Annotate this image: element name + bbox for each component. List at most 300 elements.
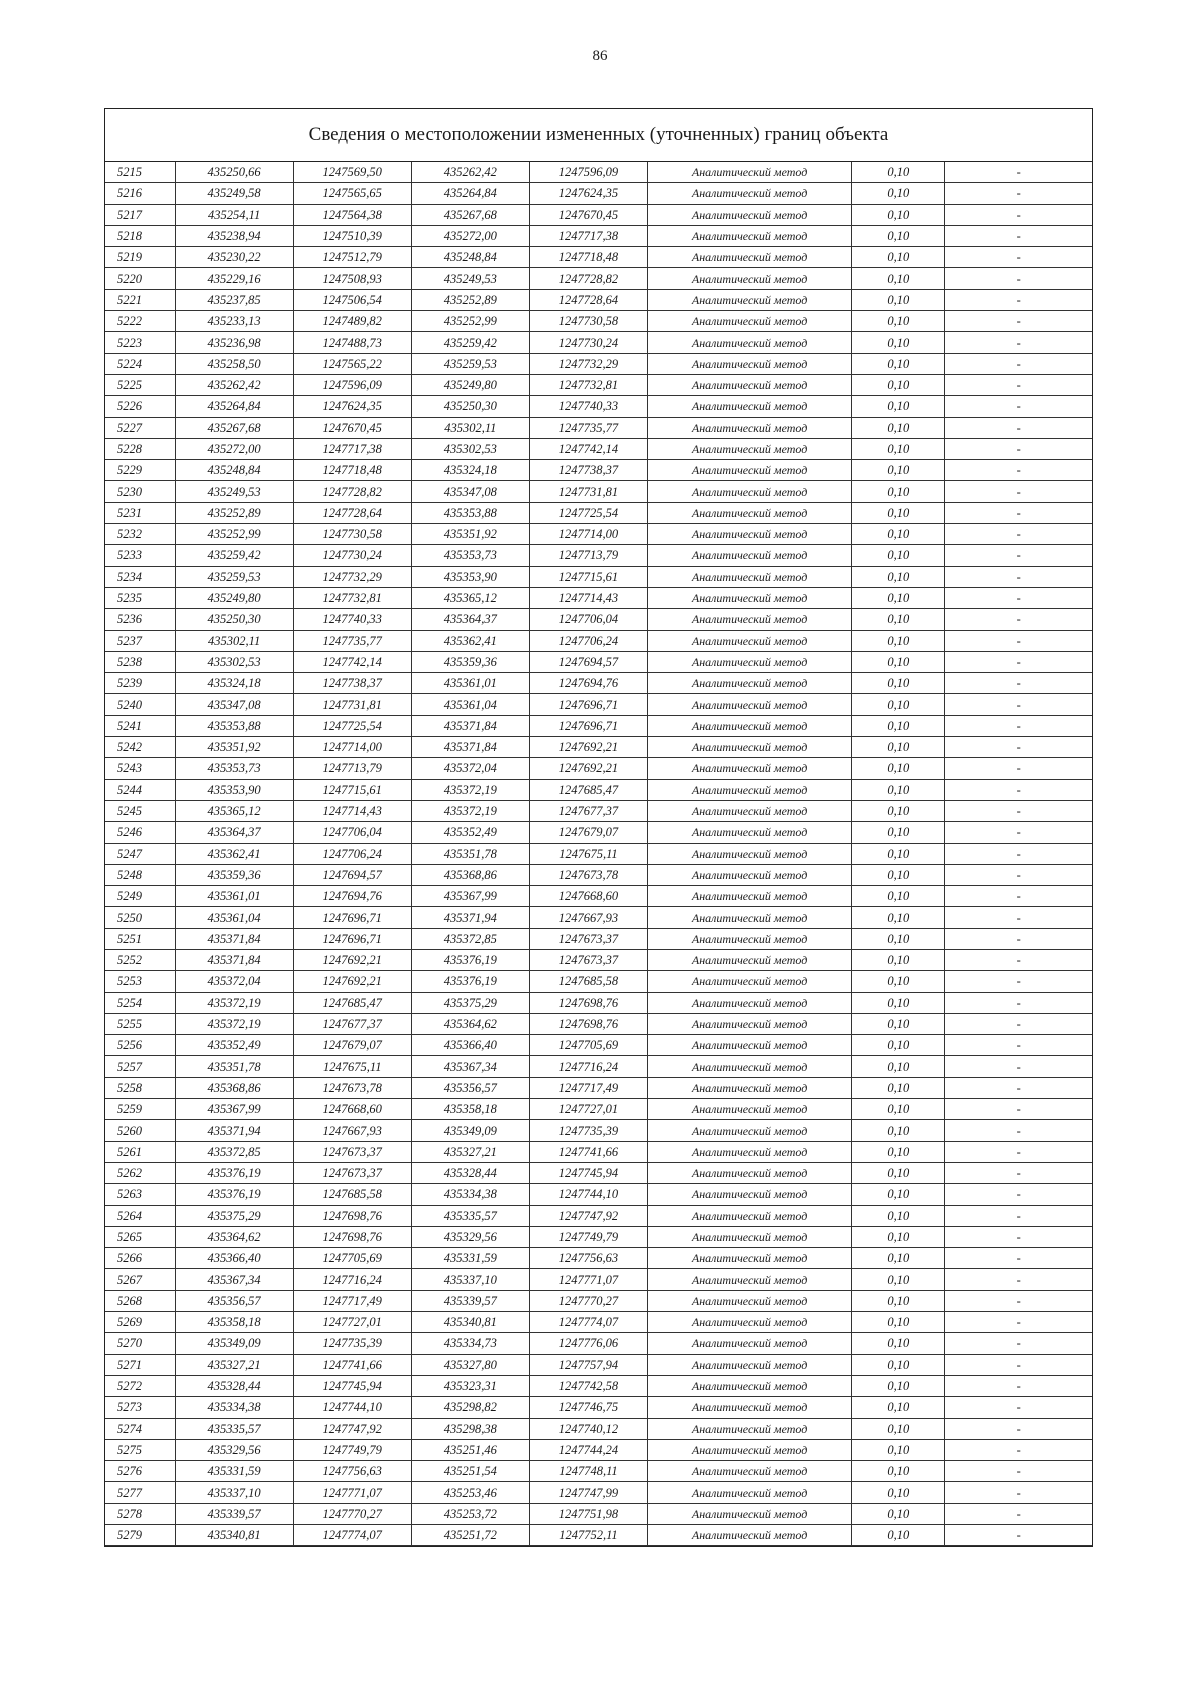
y-new-cell: 1247667,93 — [529, 907, 647, 928]
accuracy-cell: 0,10 — [852, 1120, 945, 1141]
method-cell: Аналитический метод — [648, 694, 852, 715]
point-number-cell: 5228 — [105, 438, 175, 459]
x-new-cell: 435331,59 — [411, 1248, 529, 1269]
x-old-cell: 435267,68 — [175, 417, 293, 438]
point-number-cell: 5269 — [105, 1312, 175, 1333]
table-row — [105, 694, 1092, 715]
table-row — [105, 332, 1092, 353]
method-cell: Аналитический метод — [648, 1269, 852, 1290]
x-old-cell: 435371,84 — [175, 949, 293, 970]
point-number-cell: 5238 — [105, 651, 175, 672]
y-old-cell: 1247727,01 — [293, 1312, 411, 1333]
point-number-cell: 5226 — [105, 396, 175, 417]
table-row — [105, 183, 1092, 204]
x-new-cell: 435372,19 — [411, 800, 529, 821]
point-number-cell: 5222 — [105, 311, 175, 332]
y-old-cell: 1247489,82 — [293, 311, 411, 332]
y-new-cell: 1247717,49 — [529, 1077, 647, 1098]
description-cell: - — [945, 1205, 1092, 1226]
table-row — [105, 779, 1092, 800]
x-new-cell: 435334,73 — [411, 1333, 529, 1354]
x-new-cell: 435298,38 — [411, 1418, 529, 1439]
point-number-cell: 5245 — [105, 800, 175, 821]
y-new-cell: 1247714,43 — [529, 587, 647, 608]
x-old-cell: 435361,01 — [175, 886, 293, 907]
method-cell: Аналитический метод — [648, 1290, 852, 1311]
y-old-cell: 1247488,73 — [293, 332, 411, 353]
table-row — [105, 289, 1092, 310]
method-cell: Аналитический метод — [648, 715, 852, 736]
accuracy-cell: 0,10 — [852, 225, 945, 246]
y-old-cell: 1247735,77 — [293, 630, 411, 651]
table-row — [105, 992, 1092, 1013]
x-new-cell: 435337,10 — [411, 1269, 529, 1290]
point-number-cell: 5224 — [105, 353, 175, 374]
method-cell: Аналитический метод — [648, 609, 852, 630]
y-new-cell: 1247731,81 — [529, 481, 647, 502]
table-row — [105, 1184, 1092, 1205]
x-old-cell: 435237,85 — [175, 289, 293, 310]
point-number-cell: 5273 — [105, 1397, 175, 1418]
point-number-cell: 5271 — [105, 1354, 175, 1375]
accuracy-cell: 0,10 — [852, 1099, 945, 1120]
method-cell: Аналитический метод — [648, 630, 852, 651]
y-old-cell: 1247679,07 — [293, 1035, 411, 1056]
description-cell: - — [945, 737, 1092, 758]
accuracy-cell: 0,10 — [852, 1184, 945, 1205]
x-new-cell: 435259,53 — [411, 353, 529, 374]
point-number-cell: 5236 — [105, 609, 175, 630]
y-new-cell: 1247675,11 — [529, 843, 647, 864]
x-old-cell: 435368,86 — [175, 1077, 293, 1098]
table-row — [105, 353, 1092, 374]
y-new-cell: 1247747,99 — [529, 1482, 647, 1503]
x-old-cell: 435376,19 — [175, 1162, 293, 1183]
method-cell: Аналитический метод — [648, 460, 852, 481]
y-new-cell: 1247746,75 — [529, 1397, 647, 1418]
x-old-cell: 435340,81 — [175, 1525, 293, 1546]
x-new-cell: 435367,99 — [411, 886, 529, 907]
x-new-cell: 435334,38 — [411, 1184, 529, 1205]
point-number-cell: 5258 — [105, 1077, 175, 1098]
method-cell: Аналитический метод — [648, 268, 852, 289]
y-old-cell: 1247698,76 — [293, 1205, 411, 1226]
x-new-cell: 435372,19 — [411, 779, 529, 800]
method-cell: Аналитический метод — [648, 1482, 852, 1503]
x-old-cell: 435367,34 — [175, 1269, 293, 1290]
y-new-cell: 1247744,10 — [529, 1184, 647, 1205]
description-cell: - — [945, 1184, 1092, 1205]
y-new-cell: 1247706,04 — [529, 609, 647, 630]
description-cell: - — [945, 800, 1092, 821]
method-cell: Аналитический метод — [648, 311, 852, 332]
point-number-cell: 5268 — [105, 1290, 175, 1311]
x-new-cell: 435267,68 — [411, 204, 529, 225]
y-old-cell: 1247673,78 — [293, 1077, 411, 1098]
x-new-cell: 435349,09 — [411, 1120, 529, 1141]
description-cell: - — [945, 1418, 1092, 1439]
description-cell: - — [945, 1482, 1092, 1503]
description-cell: - — [945, 1269, 1092, 1290]
y-old-cell: 1247716,24 — [293, 1269, 411, 1290]
method-cell: Аналитический метод — [648, 822, 852, 843]
method-cell: Аналитический метод — [648, 481, 852, 502]
x-old-cell: 435264,84 — [175, 396, 293, 417]
y-old-cell: 1247569,50 — [293, 162, 411, 183]
point-number-cell: 5244 — [105, 779, 175, 800]
y-old-cell: 1247675,11 — [293, 1056, 411, 1077]
point-number-cell: 5220 — [105, 268, 175, 289]
description-cell: - — [945, 396, 1092, 417]
accuracy-cell: 0,10 — [852, 1439, 945, 1460]
method-cell: Аналитический метод — [648, 1461, 852, 1482]
coordinates-table — [105, 162, 1092, 1546]
y-old-cell: 1247771,07 — [293, 1482, 411, 1503]
point-number-cell: 5254 — [105, 992, 175, 1013]
x-new-cell: 435328,44 — [411, 1162, 529, 1183]
y-old-cell: 1247685,58 — [293, 1184, 411, 1205]
accuracy-cell: 0,10 — [852, 694, 945, 715]
y-old-cell: 1247774,07 — [293, 1525, 411, 1546]
table-row — [105, 374, 1092, 395]
y-old-cell: 1247730,58 — [293, 524, 411, 545]
point-number-cell: 5231 — [105, 502, 175, 523]
y-new-cell: 1247673,78 — [529, 864, 647, 885]
method-cell: Аналитический метод — [648, 1035, 852, 1056]
y-old-cell: 1247735,39 — [293, 1333, 411, 1354]
y-new-cell: 1247727,01 — [529, 1099, 647, 1120]
table-row — [105, 545, 1092, 566]
method-cell: Аналитический метод — [648, 1184, 852, 1205]
x-old-cell: 435302,11 — [175, 630, 293, 651]
x-old-cell: 435367,99 — [175, 1099, 293, 1120]
accuracy-cell: 0,10 — [852, 1162, 945, 1183]
description-cell: - — [945, 673, 1092, 694]
x-new-cell: 435329,56 — [411, 1226, 529, 1247]
y-new-cell: 1247752,11 — [529, 1525, 647, 1546]
table-row — [105, 162, 1092, 183]
method-cell: Аналитический метод — [648, 587, 852, 608]
accuracy-cell: 0,10 — [852, 949, 945, 970]
method-cell: Аналитический метод — [648, 928, 852, 949]
y-old-cell: 1247667,93 — [293, 1120, 411, 1141]
accuracy-cell: 0,10 — [852, 566, 945, 587]
point-number-cell: 5215 — [105, 162, 175, 183]
method-cell: Аналитический метод — [648, 332, 852, 353]
x-new-cell: 435371,94 — [411, 907, 529, 928]
method-cell: Аналитический метод — [648, 886, 852, 907]
description-cell: - — [945, 949, 1092, 970]
point-number-cell: 5264 — [105, 1205, 175, 1226]
x-old-cell: 435259,42 — [175, 545, 293, 566]
accuracy-cell: 0,10 — [852, 268, 945, 289]
x-old-cell: 435262,42 — [175, 374, 293, 395]
x-old-cell: 435250,66 — [175, 162, 293, 183]
y-new-cell: 1247673,37 — [529, 928, 647, 949]
point-number-cell: 5240 — [105, 694, 175, 715]
method-cell: Аналитический метод — [648, 225, 852, 246]
accuracy-cell: 0,10 — [852, 311, 945, 332]
x-new-cell: 435340,81 — [411, 1312, 529, 1333]
accuracy-cell: 0,10 — [852, 886, 945, 907]
accuracy-cell: 0,10 — [852, 374, 945, 395]
table-row — [105, 268, 1092, 289]
table-row — [105, 1141, 1092, 1162]
method-cell: Аналитический метод — [648, 800, 852, 821]
y-old-cell: 1247692,21 — [293, 949, 411, 970]
x-old-cell: 435229,16 — [175, 268, 293, 289]
point-number-cell: 5270 — [105, 1333, 175, 1354]
y-old-cell: 1247692,21 — [293, 971, 411, 992]
point-number-cell: 5239 — [105, 673, 175, 694]
accuracy-cell: 0,10 — [852, 289, 945, 310]
y-old-cell: 1247705,69 — [293, 1248, 411, 1269]
y-old-cell: 1247747,92 — [293, 1418, 411, 1439]
x-new-cell: 435250,30 — [411, 396, 529, 417]
description-cell: - — [945, 1333, 1092, 1354]
y-old-cell: 1247717,38 — [293, 438, 411, 459]
point-number-cell: 5216 — [105, 183, 175, 204]
y-old-cell: 1247677,37 — [293, 1013, 411, 1034]
x-old-cell: 435258,50 — [175, 353, 293, 374]
x-old-cell: 435372,19 — [175, 992, 293, 1013]
description-cell: - — [945, 1354, 1092, 1375]
table-row — [105, 1269, 1092, 1290]
y-new-cell: 1247696,71 — [529, 694, 647, 715]
y-new-cell: 1247718,48 — [529, 247, 647, 268]
accuracy-cell: 0,10 — [852, 1290, 945, 1311]
x-new-cell: 435353,88 — [411, 502, 529, 523]
accuracy-cell: 0,10 — [852, 1397, 945, 1418]
x-new-cell: 435327,21 — [411, 1141, 529, 1162]
y-old-cell: 1247670,45 — [293, 417, 411, 438]
y-new-cell: 1247757,94 — [529, 1354, 647, 1375]
table-row — [105, 587, 1092, 608]
x-new-cell: 435251,54 — [411, 1461, 529, 1482]
x-old-cell: 435372,04 — [175, 971, 293, 992]
method-cell: Аналитический метод — [648, 779, 852, 800]
description-cell: - — [945, 758, 1092, 779]
method-cell: Аналитический метод — [648, 1248, 852, 1269]
accuracy-cell: 0,10 — [852, 183, 945, 204]
point-number-cell: 5278 — [105, 1503, 175, 1524]
x-new-cell: 435371,84 — [411, 737, 529, 758]
point-number-cell: 5272 — [105, 1375, 175, 1396]
accuracy-cell: 0,10 — [852, 162, 945, 183]
x-old-cell: 435327,21 — [175, 1354, 293, 1375]
table-row — [105, 1162, 1092, 1183]
y-old-cell: 1247738,37 — [293, 673, 411, 694]
method-cell: Аналитический метод — [648, 1439, 852, 1460]
point-number-cell: 5251 — [105, 928, 175, 949]
x-old-cell: 435365,12 — [175, 800, 293, 821]
point-number-cell: 5276 — [105, 1461, 175, 1482]
accuracy-cell: 0,10 — [852, 1226, 945, 1247]
x-old-cell: 435353,73 — [175, 758, 293, 779]
y-new-cell: 1247714,00 — [529, 524, 647, 545]
point-number-cell: 5246 — [105, 822, 175, 843]
description-cell: - — [945, 1077, 1092, 1098]
table-row — [105, 481, 1092, 502]
accuracy-cell: 0,10 — [852, 438, 945, 459]
description-cell: - — [945, 1013, 1092, 1034]
accuracy-cell: 0,10 — [852, 630, 945, 651]
y-old-cell: 1247696,71 — [293, 907, 411, 928]
y-new-cell: 1247742,14 — [529, 438, 647, 459]
y-new-cell: 1247770,27 — [529, 1290, 647, 1311]
y-old-cell: 1247732,81 — [293, 587, 411, 608]
y-old-cell: 1247725,54 — [293, 715, 411, 736]
point-number-cell: 5259 — [105, 1099, 175, 1120]
accuracy-cell: 0,10 — [852, 673, 945, 694]
x-new-cell: 435368,86 — [411, 864, 529, 885]
description-cell: - — [945, 1056, 1092, 1077]
description-cell: - — [945, 587, 1092, 608]
accuracy-cell: 0,10 — [852, 481, 945, 502]
y-new-cell: 1247748,11 — [529, 1461, 647, 1482]
description-cell: - — [945, 247, 1092, 268]
method-cell: Аналитический метод — [648, 1162, 852, 1183]
method-cell: Аналитический метод — [648, 1141, 852, 1162]
description-cell: - — [945, 886, 1092, 907]
table-row — [105, 460, 1092, 481]
y-old-cell: 1247715,61 — [293, 779, 411, 800]
description-cell: - — [945, 1312, 1092, 1333]
point-number-cell: 5225 — [105, 374, 175, 395]
table-row — [105, 1375, 1092, 1396]
accuracy-cell: 0,10 — [852, 800, 945, 821]
accuracy-cell: 0,10 — [852, 1269, 945, 1290]
point-number-cell: 5252 — [105, 949, 175, 970]
description-cell: - — [945, 374, 1092, 395]
x-old-cell: 435352,49 — [175, 1035, 293, 1056]
accuracy-cell: 0,10 — [852, 737, 945, 758]
table-row — [105, 1503, 1092, 1524]
description-cell: - — [945, 1290, 1092, 1311]
accuracy-cell: 0,10 — [852, 1461, 945, 1482]
x-old-cell: 435371,94 — [175, 1120, 293, 1141]
table-row — [105, 1482, 1092, 1503]
x-old-cell: 435248,84 — [175, 460, 293, 481]
table-row — [105, 1418, 1092, 1439]
x-new-cell: 435351,78 — [411, 843, 529, 864]
y-new-cell: 1247725,54 — [529, 502, 647, 523]
method-cell: Аналитический метод — [648, 1525, 852, 1546]
accuracy-cell: 0,10 — [852, 545, 945, 566]
y-new-cell: 1247740,12 — [529, 1418, 647, 1439]
y-new-cell: 1247692,21 — [529, 737, 647, 758]
method-cell: Аналитический метод — [648, 438, 852, 459]
accuracy-cell: 0,10 — [852, 651, 945, 672]
y-old-cell: 1247713,79 — [293, 758, 411, 779]
y-new-cell: 1247624,35 — [529, 183, 647, 204]
y-new-cell: 1247728,82 — [529, 268, 647, 289]
description-cell: - — [945, 907, 1092, 928]
y-new-cell: 1247694,57 — [529, 651, 647, 672]
x-new-cell: 435356,57 — [411, 1077, 529, 1098]
y-new-cell: 1247706,24 — [529, 630, 647, 651]
point-number-cell: 5263 — [105, 1184, 175, 1205]
method-cell: Аналитический метод — [648, 1312, 852, 1333]
x-new-cell: 435351,92 — [411, 524, 529, 545]
y-old-cell: 1247506,54 — [293, 289, 411, 310]
y-old-cell: 1247706,04 — [293, 822, 411, 843]
x-old-cell: 435353,90 — [175, 779, 293, 800]
y-new-cell: 1247751,98 — [529, 1503, 647, 1524]
x-new-cell: 435375,29 — [411, 992, 529, 1013]
y-old-cell: 1247565,65 — [293, 183, 411, 204]
method-cell: Аналитический метод — [648, 1333, 852, 1354]
description-cell: - — [945, 524, 1092, 545]
method-cell: Аналитический метод — [648, 949, 852, 970]
accuracy-cell: 0,10 — [852, 1418, 945, 1439]
x-old-cell: 435238,94 — [175, 225, 293, 246]
x-new-cell: 435365,12 — [411, 587, 529, 608]
point-number-cell: 5218 — [105, 225, 175, 246]
table-row — [105, 247, 1092, 268]
description-cell: - — [945, 1461, 1092, 1482]
y-new-cell: 1247596,09 — [529, 162, 647, 183]
x-old-cell: 435272,00 — [175, 438, 293, 459]
description-cell: - — [945, 1525, 1092, 1546]
y-new-cell: 1247668,60 — [529, 886, 647, 907]
x-old-cell: 435353,88 — [175, 715, 293, 736]
x-old-cell: 435362,41 — [175, 843, 293, 864]
y-new-cell: 1247741,66 — [529, 1141, 647, 1162]
y-old-cell: 1247728,82 — [293, 481, 411, 502]
page-number: 86 — [592, 48, 608, 64]
description-cell: - — [945, 225, 1092, 246]
point-number-cell: 5256 — [105, 1035, 175, 1056]
description-cell: - — [945, 1397, 1092, 1418]
x-new-cell: 435302,11 — [411, 417, 529, 438]
x-new-cell: 435353,73 — [411, 545, 529, 566]
x-old-cell: 435358,18 — [175, 1312, 293, 1333]
x-old-cell: 435371,84 — [175, 928, 293, 949]
accuracy-cell: 0,10 — [852, 1141, 945, 1162]
accuracy-cell: 0,10 — [852, 779, 945, 800]
x-old-cell: 435372,19 — [175, 1013, 293, 1034]
y-new-cell: 1247679,07 — [529, 822, 647, 843]
accuracy-cell: 0,10 — [852, 204, 945, 225]
accuracy-cell: 0,10 — [852, 332, 945, 353]
table-row — [105, 1056, 1092, 1077]
y-new-cell: 1247740,33 — [529, 396, 647, 417]
point-number-cell: 5267 — [105, 1269, 175, 1290]
x-old-cell: 435329,56 — [175, 1439, 293, 1460]
accuracy-cell: 0,10 — [852, 843, 945, 864]
description-cell: - — [945, 502, 1092, 523]
method-cell: Аналитический метод — [648, 651, 852, 672]
accuracy-cell: 0,10 — [852, 524, 945, 545]
point-number-cell: 5277 — [105, 1482, 175, 1503]
accuracy-cell: 0,10 — [852, 1333, 945, 1354]
y-new-cell: 1247771,07 — [529, 1269, 647, 1290]
y-new-cell: 1247774,07 — [529, 1312, 647, 1333]
accuracy-cell: 0,10 — [852, 1503, 945, 1524]
x-new-cell: 435272,00 — [411, 225, 529, 246]
description-cell: - — [945, 311, 1092, 332]
x-new-cell: 435364,37 — [411, 609, 529, 630]
table-row — [105, 971, 1092, 992]
accuracy-cell: 0,10 — [852, 1035, 945, 1056]
description-cell: - — [945, 864, 1092, 885]
y-old-cell: 1247694,57 — [293, 864, 411, 885]
point-number-cell: 5274 — [105, 1418, 175, 1439]
accuracy-cell: 0,10 — [852, 396, 945, 417]
point-number-cell: 5237 — [105, 630, 175, 651]
description-cell: - — [945, 1503, 1092, 1524]
